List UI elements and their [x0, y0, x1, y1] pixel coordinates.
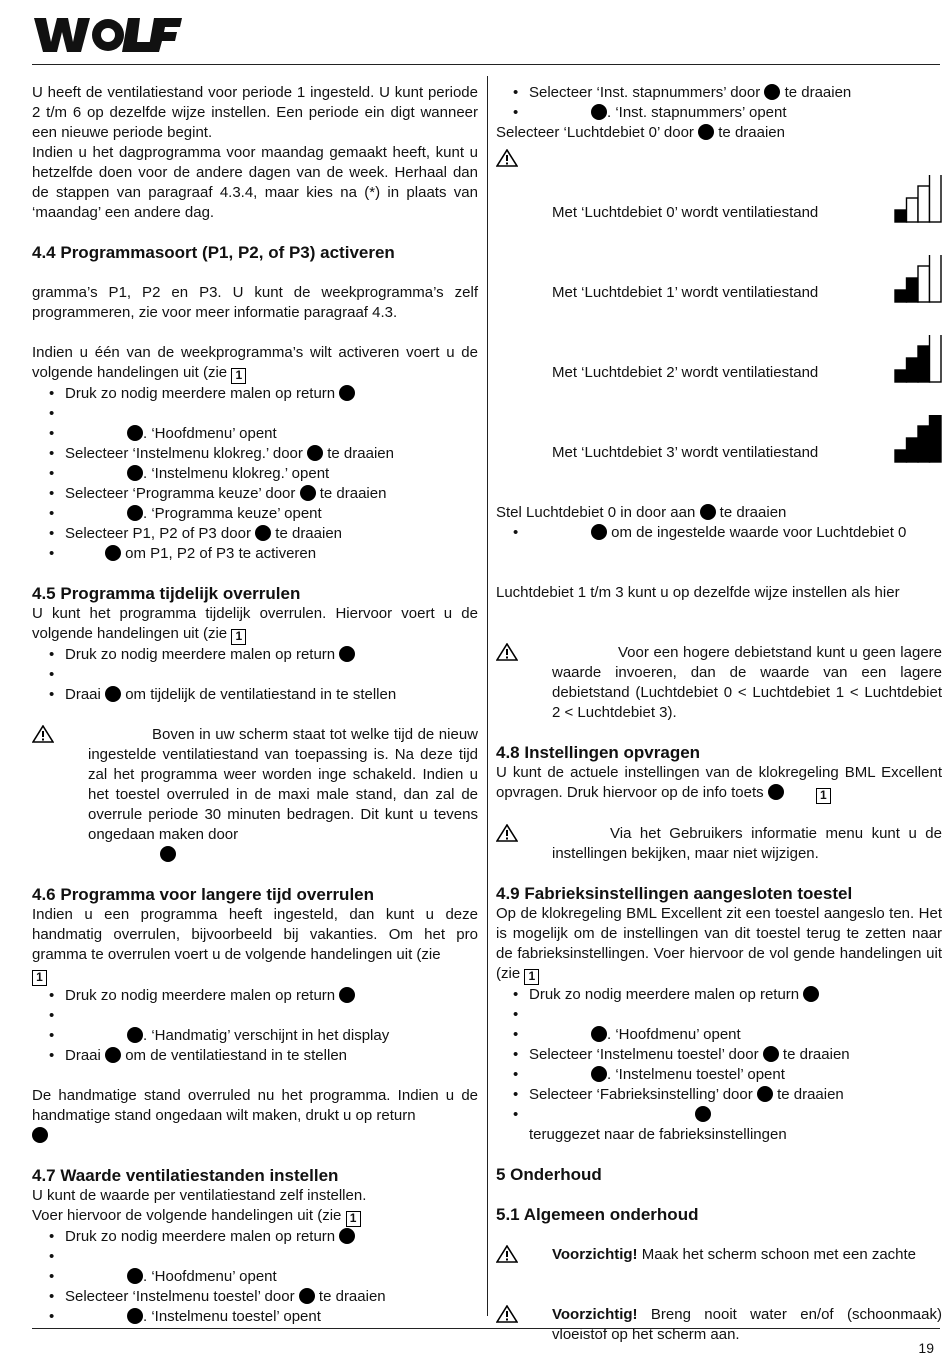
stel-luchtdebiet-text: Stel Luchtdebiet 0 in door aan te draaien: [496, 504, 787, 521]
button-dot-icon: [695, 1106, 711, 1122]
warning-icon: [496, 1245, 518, 1269]
button-dot-icon: [339, 646, 355, 662]
section-4-4-steps: [32, 384, 478, 564]
flow-level-1: [496, 223, 942, 303]
fan-level-bars-icon: [894, 335, 942, 383]
fan-level-step: [907, 358, 919, 382]
flow-level-label: Met ‘Luchtdebiet 2’ wordt ventilatiestand: [552, 364, 819, 381]
button-dot-icon: [698, 124, 714, 140]
fan-level-bars-icon: [894, 415, 942, 463]
caution-note-1: [496, 1245, 942, 1265]
caution-text: Voorzichtig! Breng nooit water en/of (schoonmaak) vloeistof op het scherm aan.: [552, 1306, 942, 1343]
list-item: • Druk zo nodig meerdere malen op return: [32, 1227, 478, 1247]
section-4-8-text: U kunt de actuele instellingen van de klokregeling BML Excellent opvragen. Druk hiervoor op de info toets 1: [496, 764, 942, 802]
section-5-1-title: 5.1 Algemeen onderhoud: [496, 1205, 699, 1224]
fan-level-step: [918, 266, 930, 302]
button-dot-icon: [127, 465, 143, 481]
list-item: • Druk zo nodig meerdere malen op return: [32, 645, 478, 665]
knob-dot-icon: [700, 504, 716, 520]
fan-level-step: [930, 175, 942, 222]
list-item: [32, 1247, 478, 1267]
button-dot-icon: [127, 505, 143, 521]
footer-rule: [32, 1328, 940, 1329]
warning-icon: [496, 643, 518, 667]
fan-level-step: [907, 198, 919, 222]
list-item: • Selecteer ‘Instelmenu klokreg.’ door te draaien: [32, 444, 478, 464]
fan-level-step: [907, 438, 919, 462]
key-1-icon: 1: [32, 970, 47, 986]
right-column: [496, 83, 942, 1345]
list-item: • . ‘Hoofdmenu’ opent: [496, 1025, 942, 1045]
list-item: • . ‘Hoofdmenu’ opent: [32, 1267, 478, 1287]
fan-level-step: [930, 415, 942, 462]
caution-text: Voorzichtig! Maak het scherm schoon met een zachte: [552, 1246, 917, 1263]
list-item: • . ‘Handmatig’ verschijnt in het display: [32, 1026, 478, 1046]
list-item: [496, 1005, 942, 1025]
flow-level-3: [496, 383, 942, 463]
list-item: • Selecteer ‘Inst. stapnummers’ door te draaien: [496, 83, 942, 103]
button-dot-icon: [757, 1086, 773, 1102]
button-dot-icon: [299, 1288, 315, 1304]
section-4-5-steps: [32, 645, 478, 705]
button-dot-icon: [300, 485, 316, 501]
button-dot-icon: [160, 846, 176, 862]
wolf-logo: [32, 14, 184, 56]
section-4-7-text-1: U kunt de waarde per ventilatiestand zelf instellen.: [32, 1187, 367, 1204]
button-dot-icon: [255, 525, 271, 541]
section-4-4-title: 4.4 Programmasoort (P1, P2, of P3) activeren: [32, 243, 395, 262]
list-item: • Draai om de ventilatiestand in te stellen: [32, 1046, 478, 1066]
button-dot-icon: [127, 1308, 143, 1324]
section-4-9-title: 4.9 Fabrieksinstellingen aangesloten toestel: [496, 884, 853, 903]
warning-icon: [496, 1305, 518, 1329]
fan-level-step: [907, 278, 919, 302]
section-4-6-text-2: De handmatige stand overruled nu het programma. Indien u de handmatige stand ongedaan wilt maken, drukt u op return: [32, 1087, 478, 1124]
list-item: • Druk zo nodig meerdere malen op return: [496, 985, 942, 1005]
fan-level-step: [918, 426, 930, 462]
warning-note: [496, 643, 942, 723]
section-4-6-steps: [32, 986, 478, 1066]
list-item: • . ‘Inst. stapnummers’ opent: [496, 103, 942, 123]
list-item: • Druk zo nodig meerdere malen op return: [32, 384, 478, 404]
flow-level-2: [496, 303, 942, 383]
right-top-steps: [496, 83, 942, 123]
button-dot-icon: [127, 1027, 143, 1043]
header-rule: [32, 64, 940, 65]
page-number: 19: [918, 1340, 934, 1356]
knob-dot-icon: [105, 1047, 121, 1063]
intro-paragraph-2: Indien u het dagprogramma voor maandag gemaakt heeft, kunt u hetzelfde doen voor de andere dagen van de week. Herhaal dan de stappen van paragraaf 4.3.4, maar kies na (*) in plaats van ‘maandag’ een andere dag.: [32, 144, 478, 221]
luchtdebiet-select-text: Selecteer ‘Luchtdebiet 0’ door te draaien: [496, 124, 785, 141]
list-item: • Draai om tijdelijk de ventilatiestand in te stellen: [32, 685, 478, 705]
fan-level-step: [918, 186, 930, 222]
list-item: • om de ingestelde waarde voor Luchtdebiet 0: [496, 523, 942, 543]
key-1-icon: 1: [346, 1211, 361, 1227]
list-item: [32, 1006, 478, 1026]
flow-level-0: [496, 143, 942, 223]
button-dot-icon: [127, 1268, 143, 1284]
warning-note: [496, 824, 942, 864]
button-dot-icon: [127, 425, 143, 441]
key-1-icon: 1: [231, 629, 246, 645]
warning-icon: [32, 725, 54, 749]
stel-steps: [496, 523, 942, 543]
warning-text: Voor een hogere debietstand kunt u geen lagere waarde invoeren, dan de waarde van een lagere debietstand (Luchtdebiet 0 < Luchtdebiet 1 < Luchtdebiet 2 < Luchtdebiet 3).: [552, 644, 942, 721]
section-4-9-text: Op de klokregeling BML Excellent zit een toestel aangeslo ten. Het is mogelijk om de instellingen van dit toestel terug te zetten naar de fabrieksinstellingen. Voer hiervoor de vol gende handelingen uit (zie 1: [496, 905, 942, 983]
warning-icon: [496, 154, 518, 171]
list-item: • Selecteer ‘Programma keuze’ door te draaien: [32, 484, 478, 504]
button-dot-icon: [105, 545, 121, 561]
section-4-4-text-2: Indien u één van de weekprogramma’s wilt activeren voert u de volgende handelingen uit (zie 1: [32, 344, 478, 382]
section-4-5-text: U kunt het programma tijdelijk overrulen. Hiervoor voert u de volgende handelingen uit (zie 1: [32, 605, 478, 643]
button-dot-icon: [339, 987, 355, 1003]
button-dot-icon: [763, 1046, 779, 1062]
list-item: • . ‘Hoofdmenu’ opent: [32, 424, 478, 444]
section-5-title: 5 Onderhoud: [496, 1165, 602, 1184]
section-4-7-steps: [32, 1227, 478, 1327]
list-item: • . ‘Instelmenu klokreg.’ opent: [32, 464, 478, 484]
list-item: • om P1, P2 of P3 te activeren: [32, 544, 478, 564]
button-dot-icon: [591, 1026, 607, 1042]
flow-levels: [496, 143, 942, 463]
warning-text: Boven in uw scherm staat tot welke tijd de nieuw ingestelde ventilatiestand van toepassing is. Na deze tijd zal het programma weer worden inge schakeld. Indien u het toestel overruled in de maxi male stand, dan zal de overrule periode 30 minuten bedragen. Dit kunt u tevens ongedaan maken door: [88, 726, 478, 843]
fan-level-step: [930, 335, 942, 382]
list-item: • Selecteer ‘Instelmenu toestel’ door te draaien: [32, 1287, 478, 1307]
section-4-9-steps: [496, 985, 942, 1145]
info-button-dot-icon: [768, 784, 784, 800]
button-dot-icon: [32, 1127, 48, 1143]
button-dot-icon: [307, 445, 323, 461]
warning-note: [32, 725, 478, 865]
key-1-icon: 1: [231, 368, 246, 384]
knob-dot-icon: [105, 686, 121, 702]
button-dot-icon: [591, 524, 607, 540]
fan-level-step: [895, 370, 907, 382]
key-1-icon: 1: [816, 788, 831, 804]
list-item: • . ‘Programma keuze’ opent: [32, 504, 478, 524]
section-4-6-text-1: Indien u een programma heeft ingesteld, dan kunt u deze handmatig overrulen, bijvoorbeeld bij vakanties. Om het pro gramma te overrulen voert u de volgende handelingen uit (zie 1: [32, 906, 478, 984]
warning-text: Via het Gebruikers informatie menu kunt u de instellingen bekijken, maar niet wijzigen.: [552, 825, 942, 862]
list-item: • teruggezet naar de fabrieksinstellingen: [496, 1105, 942, 1145]
button-dot-icon: [764, 84, 780, 100]
list-item: • Selecteer ‘Instelmenu toestel’ door te draaien: [496, 1045, 942, 1065]
key-1-icon: 1: [524, 969, 539, 985]
luchtdebiet-same-way-text: Luchtdebiet 1 t/m 3 kunt u op dezelfde wijze instellen als hier: [496, 584, 900, 601]
list-item: • . ‘Instelmenu toestel’ opent: [32, 1307, 478, 1327]
section-4-5-title: 4.5 Programma tijdelijk overrulen: [32, 584, 301, 603]
fan-level-step: [918, 346, 930, 382]
fan-level-step: [895, 290, 907, 302]
list-item: • Selecteer P1, P2 of P3 door te draaien: [32, 524, 478, 544]
flow-level-label: Met ‘Luchtdebiet 1’ wordt ventilatiestand: [552, 284, 819, 301]
intro-paragraph-1: U heeft de ventilatiestand voor periode 1 ingesteld. U kunt periode 2 t/m 6 op dezelfde wijze instellen. Een periode ein digt wanneer een nieuwe periode begint.: [32, 84, 478, 141]
button-dot-icon: [803, 986, 819, 1002]
list-item: • Selecteer ‘Fabrieksinstelling’ door te draaien: [496, 1085, 942, 1105]
button-dot-icon: [339, 1228, 355, 1244]
section-4-7-text-2: Voer hiervoor de volgende handelingen uit (zie 1: [32, 1206, 478, 1227]
list-item: • . ‘Instelmenu toestel’ opent: [496, 1065, 942, 1085]
button-dot-icon: [591, 104, 607, 120]
list-item: [32, 665, 478, 685]
flow-level-label: Met ‘Luchtdebiet 0’ wordt ventilatiestand: [552, 204, 819, 221]
warning-icon: [496, 824, 518, 848]
fan-level-bars-icon: [894, 255, 942, 303]
left-column: [32, 83, 478, 1327]
section-4-7-title: 4.7 Waarde ventilatiestanden instellen: [32, 1166, 339, 1185]
fan-level-step: [895, 210, 907, 222]
column-divider: [487, 76, 488, 1316]
caution-note-2: [496, 1305, 942, 1345]
flow-level-label: Met ‘Luchtdebiet 3’ wordt ventilatiestand: [552, 444, 819, 461]
section-4-8-title: 4.8 Instellingen opvragen: [496, 743, 701, 762]
fan-level-bars-icon: [894, 175, 942, 223]
list-item: • Druk zo nodig meerdere malen op return: [32, 986, 478, 1006]
fan-level-step: [930, 255, 942, 302]
button-dot-icon: [591, 1066, 607, 1082]
section-4-4-text-1: gramma’s P1, P2 en P3. U kunt de weekprogramma’s zelf programmeren, zie voor meer informatie paragraaf 4.3.: [32, 284, 478, 321]
button-dot-icon: [339, 385, 355, 401]
fan-level-step: [895, 450, 907, 462]
list-item: [32, 404, 478, 424]
section-4-6-title: 4.6 Programma voor langere tijd overrulen: [32, 885, 375, 904]
